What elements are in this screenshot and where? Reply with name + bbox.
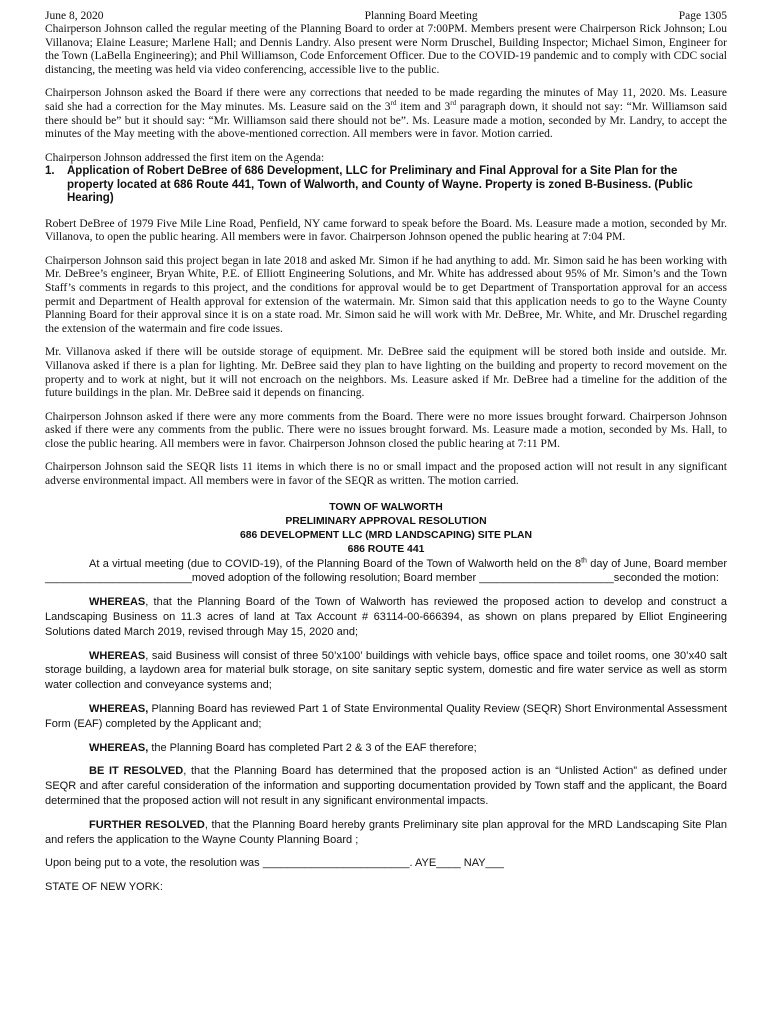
clause-text: Planning Board has reviewed Part 1 of State Environmental Quality Review (SEQR) Short Environmental Assessment Form (EAF) completed by the Applicant and; [45,703,727,730]
text-segment: At a virtual meeting (due to COVID-19), of the Planning Board of the Town of Walworth held on the 8 [89,557,582,570]
agenda-item-number: 1. [45,165,55,178]
whereas-clause-1 [45,595,727,639]
text-segment: day of June, Board member ________________________moved adoption of the following resolution; Board member ______________________seconded the motion: [45,557,728,585]
agenda-item-text: Application of Robert DeBree of 686 Development, LLC for Preliminary and Final Approval for a Site Plan for the property located at 686 Route 441, Town of Walworth, and County of Wayne. Property is zoned B-Business. (Public Hearing) [67,165,693,205]
resolution-title-town: TOWN OF WALWORTH [329,501,443,513]
resolved-clause-2 [45,818,727,848]
paragraph-public-hearing-open: Robert DeBree of 1979 Five Mile Line Road, Penfield, NY came forward to speak before the Board. Ms. Leasure made a motion, seconded by Mr. Villanova, to open the public hearing. All members were in favor. Chairperson Johnson opened the public hearing at 7:04 PM. [45,217,727,244]
clause-text: , that the Planning Board has determined that the proposed action is an “Unlisted Action” as defined under SEQR and after careful consideration of the information and supporting documentation provided by Town staff and the applicant, the Board determined that the proposed action will not result in any significant environmental impacts. [45,765,727,808]
whereas-clause-4 [45,741,727,756]
superscript: rd [450,99,457,108]
header-title: Planning Board Meeting [364,10,478,22]
resolution-title-project: 686 DEVELOPMENT LLC (MRD LANDSCAPING) SITE PLAN [239,529,533,541]
clause-keyword: WHEREAS [89,596,146,609]
clause-keyword: WHEREAS, [89,741,149,754]
text-segment: paragraph down, it should not say: “Mr. Williamson said there should be” but it should say: “Mr. Williamson said there should not be”. Ms. Leasure made a motion, seconded by Mr. Landry, to accept the minutes of the May meeting with the above-mentioned correction. All members were in favor. Motion carried. [45,100,727,141]
paragraph-seqr: Chairperson Johnson said the SEQR lists 11 items in which there is no or small impact and the proposed action will not result in any significant adverse environmental impact. All members were in favor of the SEQR as written. The motion carried. [45,461,727,488]
resolution-title-type: PRELIMINARY APPROVAL RESOLUTION [285,515,487,527]
clause-keyword: BE IT RESOLVED [89,765,184,778]
agenda-item-1 [45,165,727,205]
paragraph-minutes-correction [45,87,727,141]
clause-text: , said Business will consist of three 50’x100’ buildings with vehicle bays, office space and toilet rooms, one 30’x40 salt storage building, a laydown area for material bulk storage, on site sanitary septic system, domestic and fire water service as well as storm water collection and conveyance systems and; [45,649,727,692]
header-page-number: Page 1305 [678,10,727,22]
paragraph-agenda-intro: Chairperson Johnson addressed the first item on the Agenda: [45,151,325,164]
clause-keyword: FURTHER RESOLVED [89,818,205,831]
clause-keyword: WHEREAS, [89,703,149,716]
paragraph-call-to-order: Chairperson Johnson called the regular meeting of the Planning Board to order at 7:00PM. Members present were Chairperson Rick Johnson; Lou Villanova; Elaine Leasure; Marlene Hall; and Dennis Landry. Also present were Norm Druschel, Building Inspector; Michael Simon, Engineer for the Town (LaBella Engineering); and Phil Williamson, Code Enforcement Officer. Due to the COVID-19 pandemic and to comply with CDC social distancing, the meeting was held via video conferencing, accessible live to the public. [45,23,727,76]
document-page [45,10,727,895]
clause-text: , that the Planning Board of the Town of Walworth has reviewed the proposed action to develop and construct a Landscaping Business on 11.3 acres of land at Tax Account # 63114-00-666394, as shown on plans prepared by Elliot Engineering Solutions dated March 2019, revised through May 15, 2020 and; [45,596,727,638]
resolution-title-address: 686 ROUTE 441 [347,543,425,555]
superscript: th [581,557,587,564]
page-header [45,10,727,22]
paragraph-project-discussion: Chairperson Johnson said this project began in late 2018 and asked Mr. Simon if he had anything to add. Mr. Simon said he has been working with Mr. DeBree’s engineer, Bryan White, P.E. of Elliott Engineering Solutions, and Mr. White has addressed about 95% of Mr. Simon’s and the Town Staff’s comments in regards to this project, and the conditions for approval would be to get Department of Transportation approval for an access permit and Department of Health approval for extension of the watermain. Mr. Simon said that this application needs to go to the Wayne County Planning Board for their approval since it is on a state road. Mr. Simon said he will work with Mr. DeBree, Mr. White, and Mr. Druschel regarding the extension of the watermain and fire code issues. [45,254,727,335]
clause-keyword: WHEREAS [89,649,146,662]
paragraph-storage-lighting: Mr. Villanova asked if there will be outside storage of equipment. Mr. DeBree said the equipment will be stored both inside and outside. Mr. Villanova asked if there is a plan for lighting. Mr. DeBree said they plan to have lighting on the building and property to record movement on the property and to work at night, but it will not encroach on the neighbors. Ms. Leasure asked if Mr. DeBree had a timeline for the addition of the future buildings in the plan. Mr. DeBree said it depends on financing. [45,346,727,400]
resolved-clause-1 [45,764,727,808]
resolution-intro [45,557,727,587]
text-segment: Chairperson Johnson asked the Board if there were any corrections that needed to be made regarding the minutes of May 11, 2020. Ms. Leasure said she had a correction for the May minutes. Ms. Leasure said on the 3 [45,87,727,113]
whereas-clause-2 [45,649,727,693]
vote-line: Upon being put to a vote, the resolution was ________________________. AYE____ NAY___ [45,857,504,870]
state-heading: STATE OF NEW YORK: [45,881,163,894]
text-segment: item and 3 [396,100,451,113]
whereas-clause-3 [45,702,727,732]
superscript: rd [390,99,397,108]
clause-text: , that the Planning Board hereby grants Preliminary site plan approval for the MRD Landscaping Site Plan and refers the application to the Wayne County Planning Board ; [45,818,727,846]
clause-text: the Planning Board has completed Part 2 & 3 of the EAF therefore; [148,741,477,754]
resolution-title-block [45,501,727,557]
header-date: June 8, 2020 [45,10,104,22]
paragraph-public-hearing-close: Chairperson Johnson asked if there were any more comments from the Board. There were no more issues brought forward. Chairperson Johnson asked if there were any comments from the public. There were no issues brought forward. Ms. Leasure made a motion, seconded by Ms. Hall, to close the public hearing. All members were in favor. Chairperson Johnson closed the public hearing at 7:11 PM. [45,410,727,450]
